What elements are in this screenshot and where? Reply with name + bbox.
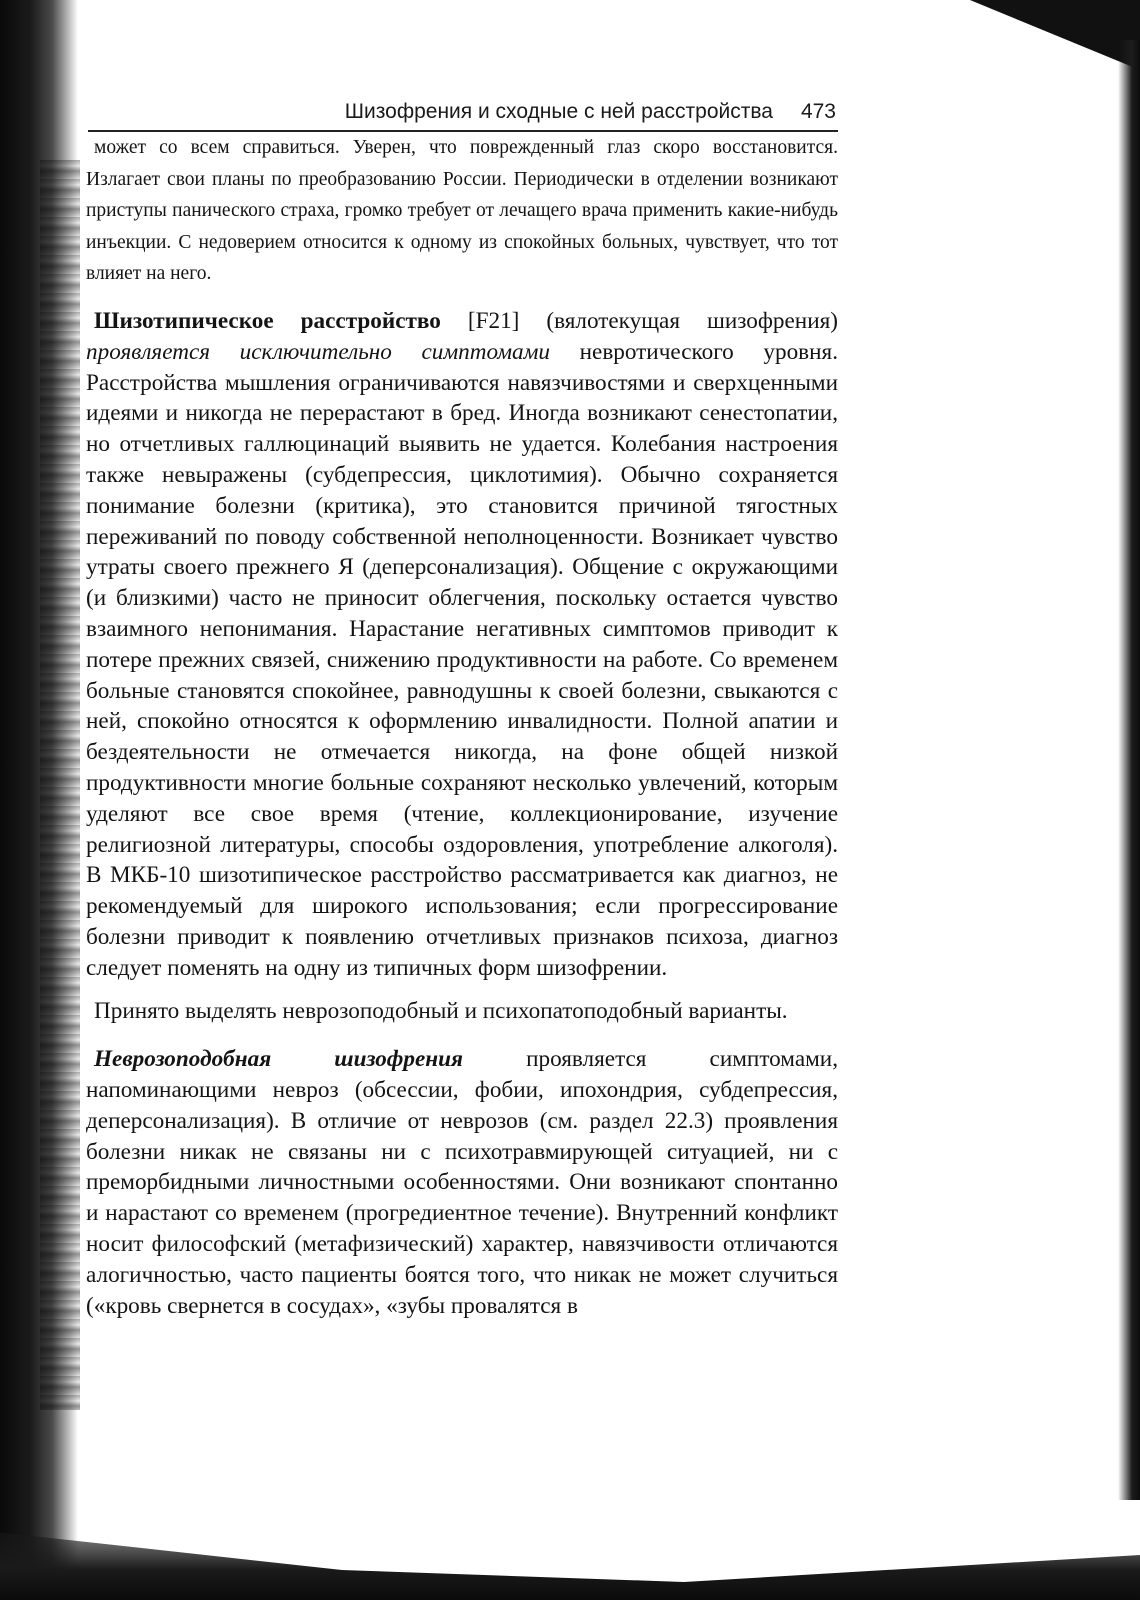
scan-corner-shadow — [970, 0, 1140, 70]
running-header — [88, 100, 838, 132]
book-page — [86, 100, 838, 1321]
variants-paragraph: Принято выделять неврозоподобный и психопатоподобный варианты. — [94, 997, 788, 1024]
binding-speckle — [40, 160, 80, 1410]
case-description-paragraph: может со всем справиться. Уверен, что поврежденный глаз скоро восстановится. Излагает свои планы по преобразованию России. Периодически в отделении возникают приступы панического страха, громко требует от лечащего врача применить какие-нибудь инъекции. С недоверием относится к одному из спокойных больных, чувствует, что тот влияет на него. — [86, 137, 838, 285]
scan-right-edge — [1118, 40, 1140, 1500]
chapter-title: Шизофрения и сходные с ней расстройства — [344, 100, 773, 123]
neurosis-like-body: проявляется симптомами, напоминающими невроз (обсессии, фобии, ипохондрия, субдепрессия, деперсонализация). В отличие от неврозов (см. раздел 22.3) проявления болезни никак не связаны ни с психотравмирующей ситуацией, ни с преморбидными личностными особенностями. Они возникают спонтанно и нарастают со временем (прогредиентное течение). Внутренний конфликт носит философский (метафизический) характер, навязчивости отличаются алогичностью, часто пациенты боятся того, что никак не может случиться («кровь свернется в сосудах», «зубы провалятся в — [86, 1046, 838, 1319]
neurosis-like-paragraph — [86, 1044, 838, 1321]
schizotypal-body: невротического уровня. Расстройства мышления ограничиваются навязчивостями и сверхценными идеями и никогда не перерастают в бред. Иногда возникают сенестопатии, но отчетливых галлюцинаций выявить не удается. Колебания настроения также невыражены (субдепрессия, циклотимия). Обычно сохраняется понимание болезни (критика), это становится причиной тягостных переживаний по поводу собственной неполноценности. Возникает чувство утраты своего прежнего Я (деперсонализация). Общение с окружающими (и близкими) часто не приносит облегчения, поскольку остается чувство взаимного непонимания. Нарастание негативных симптомов приводит к потере прежних связей, снижению продуктивности на работе. Со временем больные становятся спокойнее, равнодушны к своей болезни, свыкаются с ней, спокойно относятся к оформлению инвалидности. Полной апатии и бездеятельности не отмечается никогда, на фоне общей низкой продуктивности многие больные сохраняют несколько увлечений, которым уделяют все свое время (чтение, коллекционирование, изучение религиозной литературы, способы оздоровления, употребление алкоголя). В МКБ-10 шизотипическое расстройство рассматривается как диагноз, не рекомендуемый для широкого использования; если прогрессирование болезни приводит к появлению отчетливых признаков психоза, диагноз следует поменять на одну из типичных форм шизофрении. — [86, 338, 838, 981]
emphasis-symptoms: проявляется исключительно симптомами — [86, 338, 551, 365]
icd-code: [F21] (вялотекущая шизофрения) — [440, 307, 838, 334]
schizotypal-paragraph — [86, 306, 838, 984]
scan-bottom-edge — [0, 1450, 1140, 1600]
page-number: 473 — [800, 100, 836, 123]
term-neurosis-like: Неврозоподобная шизофрения — [94, 1046, 463, 1073]
term-schizotypal: Шизотипическое расстройство — [94, 307, 441, 334]
